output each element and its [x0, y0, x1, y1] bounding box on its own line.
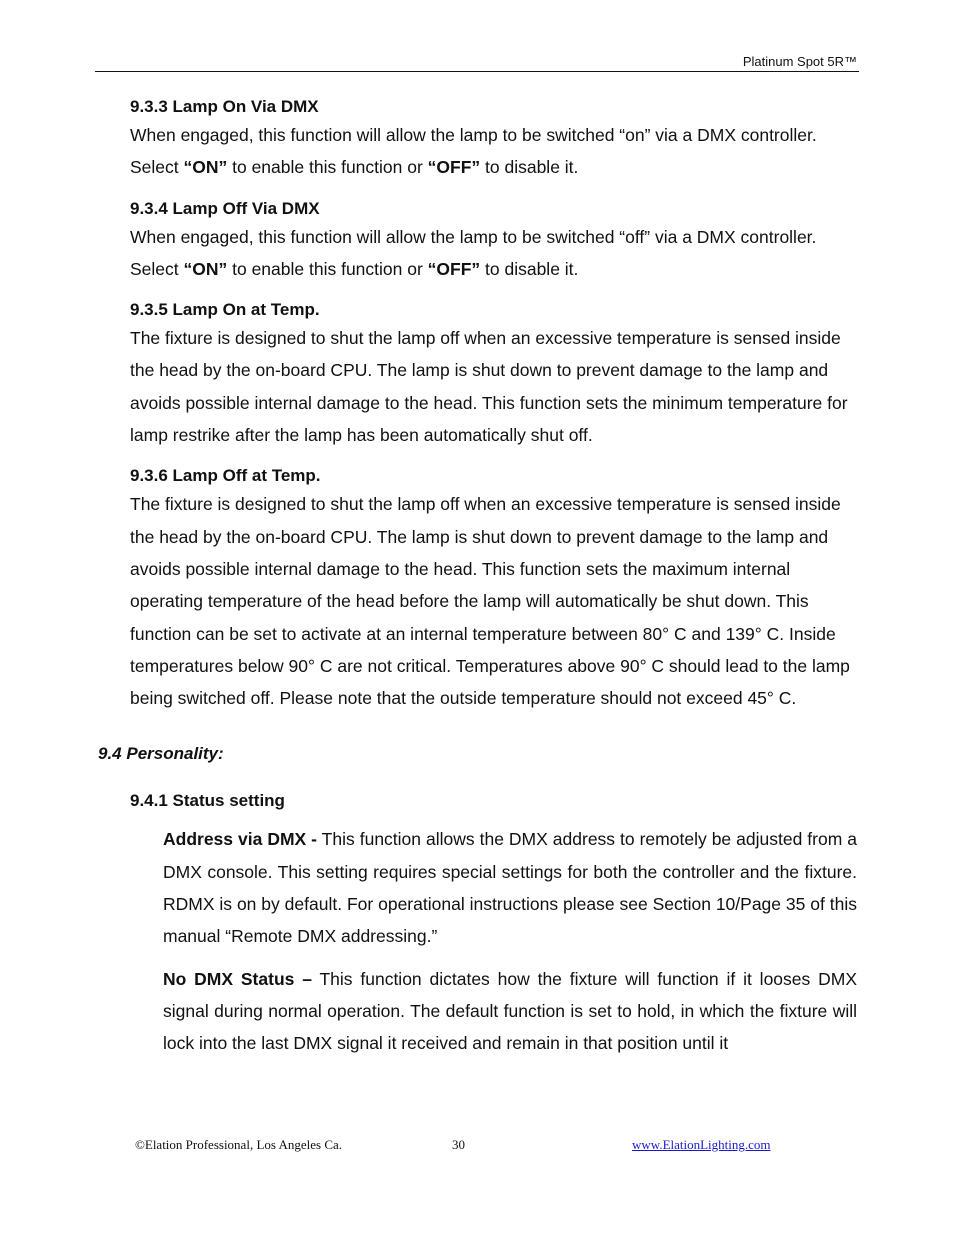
paragraph-text: Select: [130, 258, 184, 279]
section-paragraph: [130, 119, 865, 184]
no-dmx-status-paragraph: [163, 963, 857, 1060]
section-9-4-heading: 9.4 Personality:: [98, 744, 224, 764]
paragraph-text: to disable it.: [480, 258, 579, 279]
section-heading: 9.3.5 Lamp On at Temp.: [130, 300, 320, 320]
section-9-4-1: [130, 789, 865, 1059]
no-dmx-status-label: No DMX Status –: [163, 968, 312, 989]
section-9-3-3: [130, 95, 865, 184]
on-option: “ON”: [183, 157, 228, 178]
section-9-3-4: [130, 197, 865, 286]
off-option: “OFF”: [427, 258, 481, 279]
off-option: “OFF”: [427, 157, 481, 178]
paragraph-text: When engaged, this function will allow the lamp to be switched “on” via a DMX controller.: [130, 125, 817, 145]
section-heading: 9.3.3 Lamp On Via DMX: [130, 97, 319, 116]
section-heading: 9.3.4 Lamp Off Via DMX: [130, 198, 320, 218]
section-9-3-5: [130, 298, 865, 451]
section-heading: 9.4.1 Status setting: [130, 791, 285, 811]
paragraph-text: This function dictates how the fixture will function if it looses DMX signal during normal operation. The default function is set to hold, in which the fixture will lock into the last DMX signal it received and remain in that position until it: [163, 968, 857, 1054]
header-rule: [95, 71, 859, 72]
paragraph-text: to enable this function or: [227, 258, 428, 279]
footer-copyright: ©Elation Professional, Los Angeles Ca.: [135, 1137, 343, 1152]
paragraph-text: to disable it.: [480, 157, 579, 178]
paragraph-text: When engaged, this function will allow the lamp to be switched “off” via a DMX controller.: [130, 226, 817, 247]
footer-website-link[interactable]: www.ElationLighting.com: [632, 1137, 771, 1152]
on-option: “ON”: [183, 258, 228, 279]
header-title: Platinum Spot 5R™: [742, 54, 857, 69]
address-via-dmx-label: Address via DMX -: [163, 829, 318, 850]
section-paragraph: [130, 221, 865, 286]
address-via-dmx-paragraph: [163, 823, 857, 952]
section-heading: 9.3.6 Lamp Off at Temp.: [130, 466, 321, 486]
paragraph-text: to enable this function or: [227, 157, 428, 178]
footer-page-number: 30: [452, 1137, 465, 1152]
section-paragraph: The fixture is designed to shut the lamp off when an excessive temperature is sensed inside the head by the on-board CPU. The lamp is shut down to prevent damage to the lamp and avoids possible internal damage to the head. This function sets the maximum internal operating temperature of the head before the lamp will automatically be shut down. This function can be set to activate at an internal temperature between 80° C and 139° C. Inside temperatures below 90° C are not critical. Temperatures above 90° C should lead to the lamp being switched off. Please note that the outside temperature should not exceed 45° C.: [130, 494, 850, 709]
paragraph-text: This function allows the DMX address to remotely be adjusted from a DMX console. This setting requires special settings for both the controller and the fixture. RDMX is on by default. For operational instructions please see Section 10/Page 35 of this manual “Remote DMX addressing.”: [163, 829, 857, 947]
paragraph-text: Select: [130, 157, 184, 178]
section-9-3-6: [130, 464, 865, 714]
section-paragraph: The fixture is designed to shut the lamp off when an excessive temperature is sensed inside the head by the on-board CPU. The lamp is shut down to prevent damage to the lamp and avoids possible internal damage to the head. This function sets the minimum temperature for lamp restrike after the lamp has been automatically shut off.: [130, 328, 848, 446]
page-content: [98, 95, 865, 1060]
